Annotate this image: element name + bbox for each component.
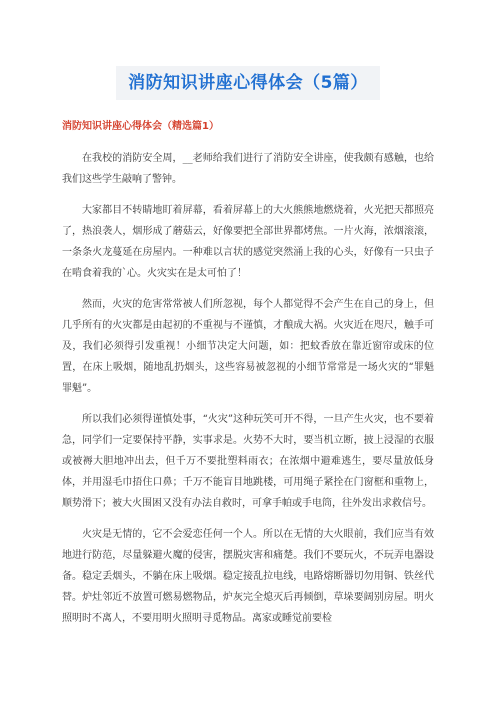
article-body <box>62 120 434 639</box>
paragraph: 火灾是无情的，它不会爱恋任何一个人。所以在无情的大火眼前，我们应当有效地进行防范，尽量躲避火魔的侵害，摆脱灾害和痛楚。我们不要玩火，不玩弄电器设备。稳定丢烟头，不躺在床上吸烟。稳定接乱拉电线，电路熔断器切勿用铜、铁丝代替。炉灶邻近不放置可燃易燃物品，炉灰完全熄灭后再倾倒，草垛要阔别房屋。明火照明时不离人，不要用明火照明寻觅物品。离家或睡觉前要检 <box>62 529 434 624</box>
page-title: 消防知识讲座心得体会（5篇） <box>116 66 380 100</box>
title-wrap <box>0 66 496 100</box>
paragraph: 大家都目不转睛地盯着屏幕，看着屏幕上的大火熊熊地燃烧着，火光把天都照亮了，热浪袭人，烟形成了蘑菇云，好像要把全部世界都烤焦。一片火海，浓烟滚滚，一条条火龙蔓延在房屋内。一种难以言状的感觉突然涌上我的心头，好像有一只虫子在啃食着我的`心。火灾实在是太可怕了！ <box>62 205 434 279</box>
paragraph: 所以我们必须得谨慎处事，“火灾”这种玩笑可开不得，一旦产生火灾，也不要着急，同学们一定要保持平静，实事求是。火势不大时，要当机立断，披上浸湿的衣服或被褥大胆地冲出去，但千万不要批塑料雨衣；在浓烟中避难逃生，要尽量放低身体，并用湿毛巾捂住口鼻；千万不能盲目地跳楼，可用绳子紧拴在门窗框和重物上，顺势滑下；被大火围困又没有办法自救时，可拿手帕或手电筒，往外发出求救信号。 <box>62 414 434 509</box>
paragraph: 然而，火灾的危害常常被人们所忽视，每个人都觉得不会产生在自己的身上，但几乎所有的火灾都是由起初的不重视与不谨慎，才酿成大祸。火灾近在咫尺，触手可及，我们必须得引发重视！小细节决定大问题，如：把蚊香放在靠近窗帘或床的位置，在床上吸烟，随地乱扔烟头，这些容易被忽视的小细节常常是一场火灾的“罪魁罪魁”。 <box>62 299 434 394</box>
section-subtitle: 消防知识讲座心得体会（精选篇1） <box>62 121 219 132</box>
paragraph: 在我校的消防安全周，__老师给我们进行了消防安全讲座，使我颇有感触，也给我们这些学生敲响了警钟。 <box>62 153 434 185</box>
